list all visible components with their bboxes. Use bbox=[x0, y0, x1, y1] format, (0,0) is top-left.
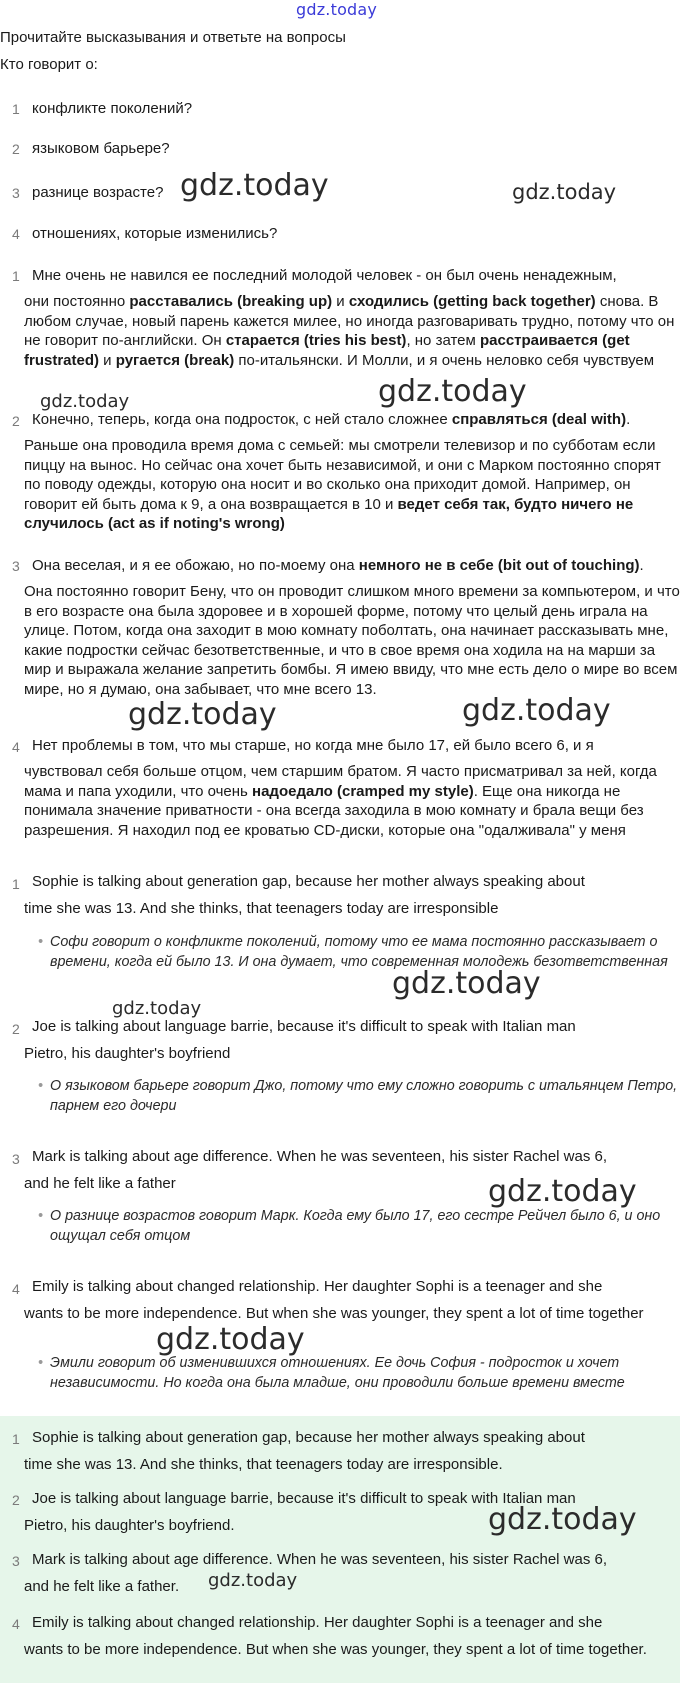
answer-first-line: Emily is talking about changed relationship. Her daughter Sophi is a teenager and she bbox=[32, 1278, 603, 1295]
key-phrase: надоедало (cramped my style) bbox=[252, 782, 474, 800]
key-phrase: расстраивается (get frustrated) bbox=[24, 332, 630, 369]
statement-text: они постоянно bbox=[24, 293, 130, 310]
translation-text: Эмили говорит об изменившихся отношениях. Ее дочь София - подросток и хочет независимости. Но когда она была младше, они проводили больше времени вместе bbox=[50, 1355, 625, 1391]
key-phrase: старается (tries his best) bbox=[225, 332, 407, 350]
final-answer-paragraph bbox=[24, 1612, 680, 1660]
watermark: gdz.today bbox=[462, 693, 611, 728]
statement-paragraph bbox=[24, 408, 680, 534]
translation-item bbox=[38, 1076, 678, 1116]
answer-text: time she was 13. And she thinks, that teenagers today are irresponsible. bbox=[24, 1456, 503, 1473]
watermark: gdz.today bbox=[392, 966, 541, 1001]
final-answer-paragraph bbox=[24, 1549, 680, 1597]
statement-text: . Еще она никогда не понимала значение приватности - она всегда заходила в мою комнату и брала вещи без разрешения. Я находил под ее кроватью CD-диски, которые она "одалживала" у меня bbox=[24, 782, 644, 839]
translation-item bbox=[38, 932, 678, 972]
answer-first-line: Emily is talking about changed relationship. Her daughter Sophi is a teenager and she bbox=[32, 1614, 603, 1631]
statement-number: 2 bbox=[12, 413, 20, 429]
statement-text: Конечно, теперь, когда она подросток, с ней стало сложнее bbox=[32, 411, 452, 428]
watermark: gdz.today bbox=[128, 697, 277, 732]
answer-text: Pietro, his daughter's boyfriend bbox=[24, 1045, 231, 1062]
site-logo[interactable]: gdz.today bbox=[296, 0, 378, 19]
statement-number: 1 bbox=[12, 268, 20, 284]
statement-text: . bbox=[639, 557, 644, 574]
final-answer-paragraph bbox=[24, 1427, 680, 1475]
translation-item bbox=[38, 1206, 678, 1246]
watermark: gdz.today bbox=[112, 998, 202, 1019]
statement-text: снова. В любом случае, новый парень кажется милее, но иногда разговаривать трудно, потому что он не говорит по-английски. Он bbox=[24, 293, 675, 350]
translation-text: О языковом барьере говорит Джо, потому что ему сложно говорить с итальянцем Петро, парнем его дочери bbox=[50, 1078, 678, 1114]
answer-text: time she was 13. And she thinks, that teenagers today are irresponsible bbox=[24, 900, 499, 917]
statement-number: 4 bbox=[12, 739, 20, 755]
statement-first-line: Мне очень не навился ее последний молодой человек - он был очень ненадежным, bbox=[32, 267, 617, 284]
question-text: отношениях, которые изменились? bbox=[32, 225, 278, 242]
statement-text: . bbox=[626, 411, 631, 428]
statement-text: и bbox=[99, 351, 116, 369]
final-answer-number: 1 bbox=[12, 1431, 20, 1447]
key-phrase: расставались (breaking up) bbox=[129, 293, 333, 310]
watermark: gdz.today bbox=[488, 1174, 637, 1209]
statement-first-line: Нет проблемы в том, что мы старше, но когда мне было 17, ей было всего 6, и я bbox=[32, 737, 594, 754]
watermark: gdz.today bbox=[378, 374, 527, 409]
final-answer-number: 3 bbox=[12, 1553, 20, 1569]
final-answer-number: 2 bbox=[12, 1492, 20, 1508]
watermark: gdz.today bbox=[208, 1570, 298, 1591]
watermark: gdz.today bbox=[156, 1322, 305, 1357]
answer-first-line: Joe is talking about language barrie, because it's difficult to speak with Italian man bbox=[32, 1490, 576, 1507]
answer-number: 3 bbox=[12, 1151, 20, 1167]
statement-text: , но затем bbox=[406, 332, 480, 350]
statement-text: и bbox=[332, 293, 349, 310]
page-title: Прочитайте высказывания и ответьте на вопросы bbox=[0, 29, 346, 46]
statement-number: 3 bbox=[12, 558, 20, 574]
bullet-icon: • bbox=[38, 934, 44, 950]
key-phrase: справляться (deal with) bbox=[451, 411, 627, 428]
translation-text: Софи говорит о конфликте поколений, потому что ее мама постоянно рассказывает о времени, когда ей было 13. И она думает, что современная молодежь безответственная bbox=[50, 934, 668, 970]
answer-paragraph bbox=[24, 871, 680, 919]
statement-text: по-итальянски. И Молли, и я очень неловко себя чувствуем bbox=[234, 351, 655, 369]
answer-first-line: Sophie is talking about generation gap, because her mother always speaking about bbox=[32, 1429, 585, 1446]
statement-paragraph bbox=[24, 264, 680, 370]
watermark: gdz.today bbox=[40, 391, 130, 412]
answer-text: and he felt like a father bbox=[24, 1175, 176, 1192]
statement-text: Она постоянно говорит Бену, что он проводит слишком много времени за компьютером, и что в его возрасте она была здоровее и в хорошей форме, потому что целый день играла на улице. Потом, когда она заходит в мою комнату поболтать, она начинает рассказывать мне, какие подростки сейчас безответственные, и что в свое время она ходила на на марши за мир и выражала желание запретить бомбы. Я имею ввиду, что мне есть дело о мире во всем мире, но я думаю, она забывает, что мне всего 13. bbox=[24, 583, 680, 698]
translation-text: О разнице возрастов говорит Марк. Когда ему было 17, его сестре Рейчел было 6, и оно ощущал себя отцом bbox=[50, 1208, 661, 1244]
statement-text: чувствовал себя больше отцом, чем старшим братом. Я часто присматривал за ней, когда мама и папа уходили, что очень bbox=[24, 763, 657, 800]
question-number: 2 bbox=[12, 141, 20, 157]
answer-first-line: Joe is talking about language barrie, because it's difficult to speak with Italian man bbox=[32, 1018, 576, 1035]
answer-first-line: Sophie is talking about generation gap, because her mother always speaking about bbox=[32, 873, 585, 890]
answer-number: 1 bbox=[12, 876, 20, 892]
translation-item bbox=[38, 1353, 678, 1393]
answer-first-line: Mark is talking about age difference. When he was seventeen, his sister Rachel was 6, bbox=[32, 1551, 608, 1568]
answer-number: 2 bbox=[12, 1021, 20, 1037]
statement-paragraph bbox=[24, 554, 680, 700]
answer-paragraph bbox=[24, 1016, 680, 1064]
question-text: конфликте поколений? bbox=[32, 100, 193, 117]
watermark: gdz.today bbox=[180, 168, 329, 203]
question-number: 4 bbox=[12, 226, 20, 242]
key-phrase: ругается (break) bbox=[115, 351, 235, 369]
bullet-icon: • bbox=[38, 1208, 44, 1224]
question-text: языковом барьере? bbox=[32, 140, 170, 157]
watermark: gdz.today bbox=[488, 1502, 637, 1537]
bullet-icon: • bbox=[38, 1078, 44, 1094]
final-answer-number: 4 bbox=[12, 1616, 20, 1632]
statement-text: Она веселая, и я ее обожаю, но по-моему она bbox=[32, 557, 359, 574]
watermark: gdz.today bbox=[512, 180, 617, 204]
bullet-icon: • bbox=[38, 1355, 44, 1371]
answer-text: Pietro, his daughter's boyfriend. bbox=[24, 1517, 235, 1534]
answer-number: 4 bbox=[12, 1281, 20, 1297]
answer-text: wants to be more independence. But when she was younger, they spent a lot of time together bbox=[24, 1305, 644, 1322]
answer-text: and he felt like a father. bbox=[24, 1578, 180, 1595]
question-number: 1 bbox=[12, 101, 20, 117]
statement-text: Раньше она проводила время дома с семьей: мы смотрели телевизор и по субботам если пиццу на вынос. Но сейчас она хочет быть независимой, и они с Марком постоянно спорят по поводу одежды, которую она носит и во сколько она приходит домой. Например, он говорит ей быть дома к 9, а она возвращается в 10 и bbox=[24, 437, 661, 513]
answer-paragraph bbox=[24, 1276, 680, 1324]
answer-first-line: Mark is talking about age difference. When he was seventeen, his sister Rachel was 6, bbox=[32, 1148, 608, 1165]
question-number: 3 bbox=[12, 185, 20, 201]
page-subtitle: Кто говорит о: bbox=[0, 56, 98, 73]
answer-text: wants to be more independence. But when she was younger, they spent a lot of time together. bbox=[24, 1641, 647, 1658]
statement-paragraph bbox=[24, 734, 680, 840]
key-phrase: ведет себя так, будто ничего не случилось (act as if noting's wrong) bbox=[24, 495, 634, 533]
question-text: разнице возрасте? bbox=[32, 184, 164, 201]
statement-first-line bbox=[32, 554, 680, 578]
key-phrase: немного не в себе (bit out of touching) bbox=[358, 557, 640, 574]
key-phrase: сходились (getting back together) bbox=[348, 293, 596, 310]
